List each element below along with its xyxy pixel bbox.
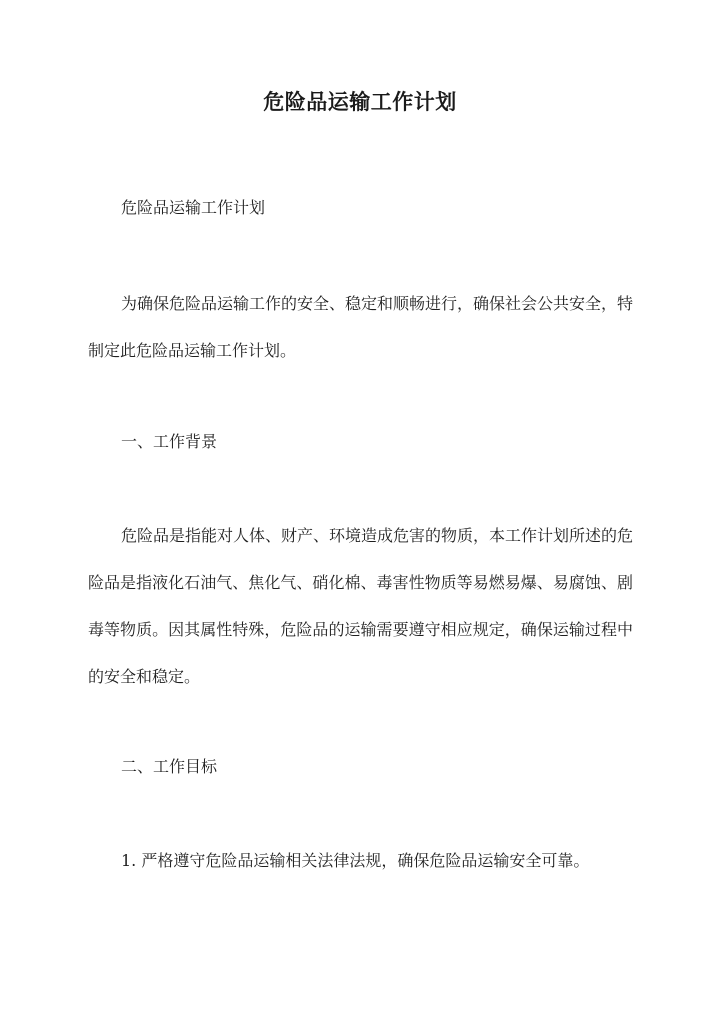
intro-paragraph: 为确保危险品运输工作的安全、稳定和顺畅进行，确保社会公共安全，特制定此危险品运输工作计划。 <box>88 294 634 360</box>
background-paragraph: 危险品是指能对人体、财产、环境造成危害的物质，本工作计划所述的危险品是指液化石油气、焦化气、硝化棉、毒害性物质等易燃易爆、易腐蚀、剧毒等物质。因其属性特殊，危险品的运输需要遵守相应规定，确保运输过程中的安全和稳定。 <box>88 526 634 686</box>
document-subtitle: 危险品运输工作计划 <box>121 198 266 217</box>
goal-item: 1. 严格遵守危险品运输相关法律法规，确保危险品运输安全可靠。 <box>121 851 590 870</box>
section-heading-goals: 二、工作目标 <box>121 757 218 776</box>
section-heading-background: 一、工作背景 <box>121 432 218 451</box>
document-title: 危险品运输工作计划 <box>263 89 457 114</box>
